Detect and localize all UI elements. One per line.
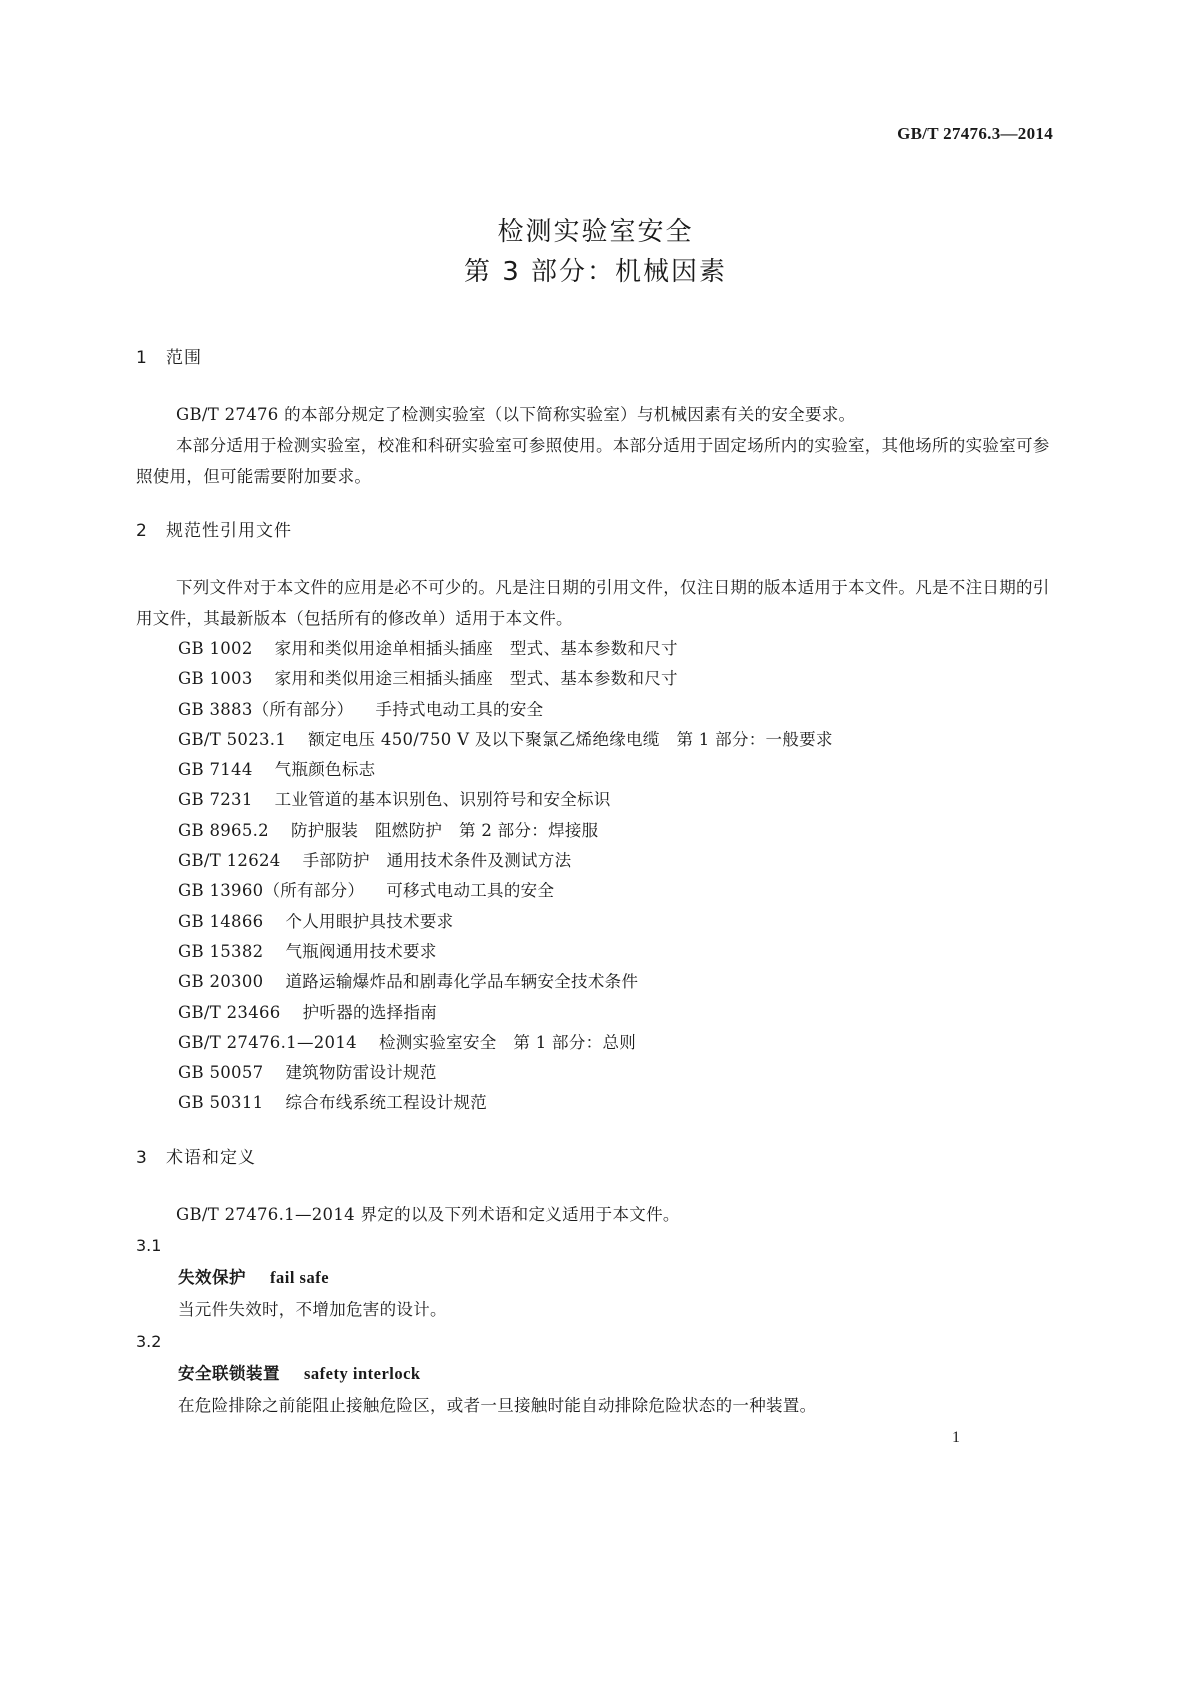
reference-code: GB/T 23466 (178, 1002, 281, 1022)
section-heading-terms (136, 1147, 1056, 1169)
title-part: 第 3 部分：机械因素 (463, 257, 728, 287)
reference-code: GB 20300 (178, 972, 264, 992)
reference-code: GB 13960（所有部分） (178, 881, 365, 901)
reference-title: 家用和类似用途三相插头插座 型式、基本参数和尺寸 (274, 669, 678, 689)
reference-title: 工业管道的基本识别色、识别符号和安全标识 (274, 790, 611, 810)
document-title (0, 212, 1191, 292)
reference-code: GB 50057 (178, 1063, 264, 1083)
terms-intro: GB/T 27476.1—2014 界定的以及下列术语和定义适用于本文件。 (176, 1204, 680, 1224)
reference-item (136, 998, 1056, 1028)
reference-item (136, 967, 1056, 997)
reference-title: 检测实验室安全 第 1 部分：总则 (378, 1032, 637, 1052)
reference-title: 手部防护 通用技术条件及测试方法 (302, 851, 572, 871)
reference-list (136, 634, 1056, 1119)
reference-item (136, 1088, 1056, 1118)
title-main: 检测实验室安全 (497, 217, 694, 247)
reference-code: GB 14866 (178, 911, 264, 931)
term-number: 3.1 (136, 1235, 162, 1255)
reference-item (136, 695, 1056, 725)
term-entry (136, 1358, 1056, 1390)
reference-title: 综合布线系统工程设计规范 (285, 1093, 488, 1113)
reference-item (136, 907, 1056, 937)
reference-code: GB 7144 (178, 760, 253, 780)
reference-item (136, 1028, 1056, 1058)
reference-title: 护听器的选择指南 (302, 1002, 438, 1022)
reference-title: 家用和类似用途单相插头插座 型式、基本参数和尺寸 (274, 639, 678, 658)
section-number: 1 (136, 348, 148, 368)
reference-item (136, 755, 1056, 785)
term-en: fail safe (270, 1267, 330, 1287)
reference-title: 个人用眼护具技术要求 (285, 911, 454, 931)
reference-title: 防护服装 阻燃防护 第 2 部分：焊接服 (291, 820, 599, 840)
reference-code: GB 7231 (178, 790, 253, 810)
section-number: 2 (136, 521, 148, 541)
reference-code: GB 1003 (178, 669, 253, 689)
section-title: 范围 (166, 348, 202, 368)
term-en: safety interlock (304, 1363, 421, 1383)
reference-code: GB 1002 (178, 639, 253, 658)
reference-title: 气瓶颜色标志 (274, 760, 376, 780)
reference-item (136, 785, 1056, 815)
term-definition: 当元件失效时，不增加危害的设计。 (178, 1299, 447, 1319)
scope-paragraph-1: GB/T 27476 的本部分规定了检测实验室（以下简称实验室）与机械因素有关的安全要求。 (176, 405, 856, 424)
reference-item (136, 876, 1056, 906)
reference-title: 可移式电动工具的安全 (386, 881, 555, 901)
reference-item (136, 937, 1056, 967)
document-code: GB/T 27476.3—2014 (897, 124, 1053, 143)
section-heading-normative-references (136, 520, 1056, 542)
section-title: 术语和定义 (166, 1147, 256, 1168)
reference-code: GB/T 5023.1 (178, 729, 287, 749)
reference-item (136, 664, 1056, 694)
reference-code: GB 15382 (178, 941, 264, 961)
reference-title: 建筑物防雷设计规范 (285, 1063, 437, 1083)
reference-title: 道路运输爆炸品和剧毒化学品车辆安全技术条件 (285, 972, 639, 992)
section-number: 3 (136, 1147, 148, 1168)
term-definition: 在危险排除之前能阻止接触危险区，或者一旦接触时能自动排除危险状态的一种装置。 (178, 1395, 817, 1415)
section-heading-scope (136, 347, 1056, 369)
reference-title: 额定电压 450/750 V 及以下聚氯乙烯绝缘电缆 第 1 部分：一般要求 (308, 729, 833, 749)
reference-item (136, 816, 1056, 846)
scope-paragraph-2: 本部分适用于检测实验室，校准和科研实验室可参照使用。本部分适用于固定场所内的实验室，其他场所的实验室可参照使用，但可能需要附加要求。 (136, 436, 1050, 486)
term-entry (136, 1262, 1056, 1294)
reference-item (136, 634, 1056, 664)
reference-code: GB/T 27476.1—2014 (178, 1032, 357, 1052)
reference-title: 气瓶阀通用技术要求 (285, 941, 437, 961)
reference-item (136, 725, 1056, 755)
reference-item (136, 846, 1056, 876)
term-zh: 安全联锁装置 (178, 1363, 280, 1383)
page-number: 1 (952, 1429, 960, 1446)
references-intro: 下列文件对于本文件的应用是必不可少的。凡是注日期的引用文件，仅注日期的版本适用于本文件。凡是不注日期的引用文件，其最新版本（包括所有的修改单）适用于本文件。 (136, 578, 1050, 628)
term-zh: 失效保护 (178, 1267, 246, 1287)
reference-code: GB 3883（所有部分） (178, 699, 354, 719)
reference-item (136, 1058, 1056, 1088)
section-title: 规范性引用文件 (166, 521, 292, 541)
term-number: 3.2 (136, 1331, 162, 1351)
reference-code: GB 50311 (178, 1093, 264, 1113)
reference-title: 手持式电动工具的安全 (375, 699, 544, 719)
reference-code: GB/T 12624 (178, 851, 281, 871)
reference-code: GB 8965.2 (178, 820, 269, 840)
document-body (136, 347, 1056, 1422)
